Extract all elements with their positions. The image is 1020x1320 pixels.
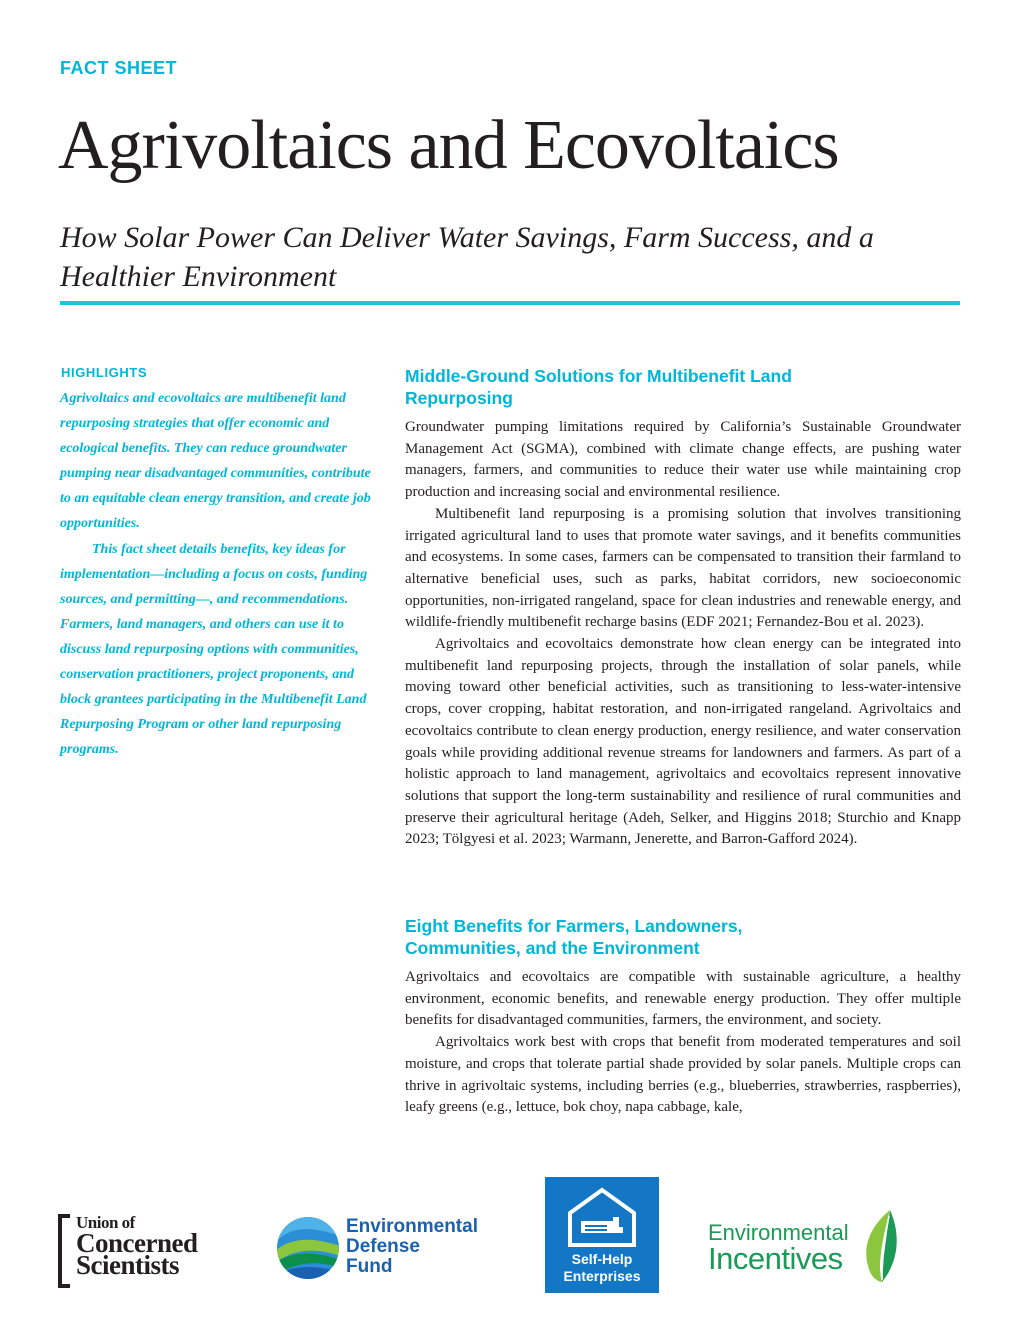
house-hand-icon (567, 1187, 637, 1249)
edf-logo-line: Environmental (346, 1216, 478, 1237)
edf-logo (276, 1214, 496, 1280)
section-heading-middle-ground: Middle-Ground Solutions for Multibenefit Land Repurposing (405, 366, 792, 408)
body-paragraph: Groundwater pumping limitations required by California’s Sustainable Groundwater Management Act (SGMA), combined with climate change effects, are pushing water managers, farmers, and communities to reduce their water use while maintaining crop production and increasing social and environmental resilience. (405, 419, 961, 501)
section-heading-eight-benefits: Eight Benefits for Farmers, Landowners, Communities, and the Environment (405, 916, 743, 958)
body-paragraph: Agrivoltaics and ecovoltaics are compatible with sustainable agriculture, a healthy environment, economic benefits, and renewable energy production. They offer multiple benefits for disadvantaged communities, farmers, the environment, and society. (405, 969, 961, 1029)
ei-logo-line: Incentives (708, 1241, 843, 1276)
section-body-middle-ground (405, 417, 961, 851)
body-paragraph: Agrivoltaics work best with crops that benefit from moderated temperatures and soil moisture, and crops that tolerate partial shade provided by solar panels. Multiple crops can thrive in agrivoltaic systems, including berries (e.g., blueberries, strawberries, raspberries), leafy greens (e.g., lettuce, bok choy, napa cabbage, kale, (405, 1034, 961, 1116)
body-paragraph: Agrivoltaics and ecovoltaics demonstrate how clean energy can be integrated into multibenefit land repurposing projects, through the installation of solar panels, while moving toward other beneficial activities, such as transitioning to less-water-intensive crops, cover cropping, habitat restoration, and non-irrigated rangeland. Agrivoltaics and ecovoltaics contribute to clean energy production, energy resilience, and water conservation goals while providing additional revenue streams for landowners and farmers. As part of a holistic approach to land management, agrivoltaics and ecovoltaics represent innovative solutions that support the long-term sustainability and resilience of rural communities and preserve their agricultural heritage (Adeh, Selker, and Higgins 2018; Sturchio and Knapp 2023; Tölgyesi et al. 2023; Warmann, Jenerette, and Barron-Gafford 2024). (405, 636, 961, 848)
she-logo-line: Self-Help (571, 1251, 633, 1267)
body-paragraph: Multibenefit land repurposing is a promising solution that involves transitioning irrigated agricultural land to uses that promote water savings, and it benefits communities and ecosystems. In some cases, farmers can be compensated to transition their farmland to alternative beneficial uses, such as parks, habitat corridors, new socioeconomic opportunities, non-irrigated rangeland, space for clean industries and renewable energy, and wildlife-friendly multibenefit recharge basins (EDF 2021; Fernandez-Bou et al. 2023). (405, 505, 961, 631)
she-logo-line: Enterprises (563, 1268, 641, 1284)
section-body-eight-benefits (405, 967, 961, 1119)
highlights-heading: HIGHLIGHTS (61, 365, 148, 380)
ucs-logo (58, 1214, 234, 1284)
fact-sheet-label: FACT SHEET (60, 58, 178, 78)
edf-wave-icon (276, 1216, 340, 1280)
header-divider (60, 301, 960, 305)
page-title: Agrivoltaics and Ecovoltaics (58, 107, 839, 184)
edf-logo-line: Fund (346, 1256, 393, 1277)
ucs-logo-line: Union of (76, 1213, 135, 1232)
ei-logo-line: Environmental (708, 1220, 849, 1245)
highlights-paragraph: Agrivoltaics and ecovoltaics are multibenefit land repurposing strategies that offer economic and ecological benefits. They can reduce groundwater pumping near disadvantaged communities, contribute to an equitable clean energy transition, and create job opportunities. (60, 391, 371, 532)
highlights-paragraph: This fact sheet details benefits, key ideas for implementation—including a focus on costs, funding sources, and permitting—, and recommendations. Farmers, land managers, and others can use it to discuss land repurposing options with communities, conservation practitioners, project proponents, and block grantees participating in the Multibenefit Land Repurposing Program or other land repurposing programs. (60, 541, 368, 758)
leaf-icon (860, 1208, 904, 1284)
ucs-bracket-mark (58, 1214, 70, 1288)
self-help-enterprises-logo (545, 1177, 659, 1293)
ucs-logo-line: Concerned (76, 1228, 198, 1258)
highlights-body (60, 386, 382, 762)
page-subtitle: How Solar Power Can Deliver Water Savings, Farm Success, and a Healthier Environment (60, 221, 874, 293)
environmental-incentives-logo (708, 1208, 908, 1284)
ucs-logo-line: Scientists (76, 1250, 179, 1280)
edf-logo-line: Defense (346, 1236, 420, 1257)
